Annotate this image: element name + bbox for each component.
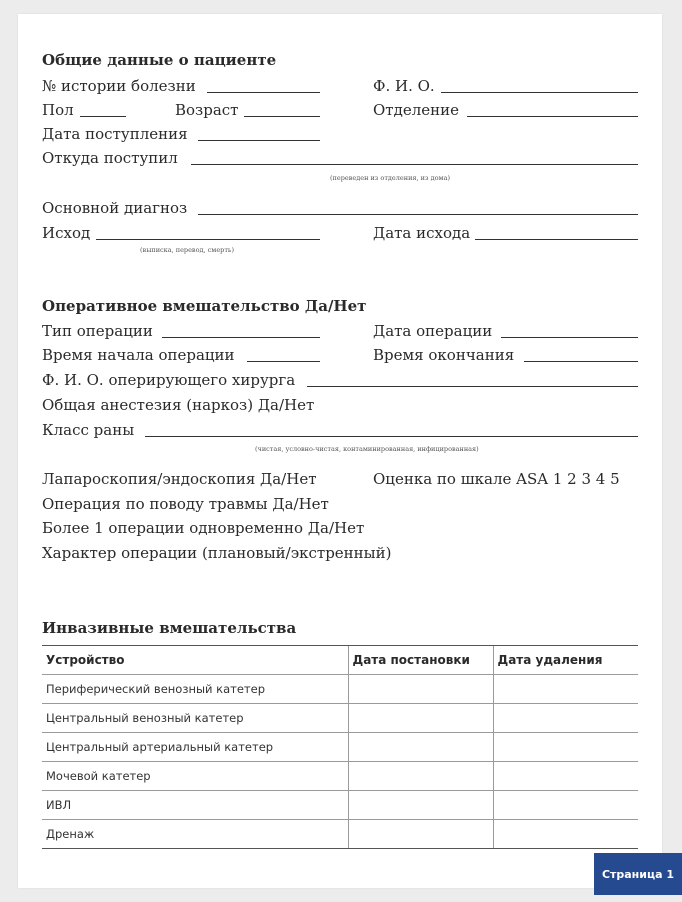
page-number-button[interactable] <box>594 853 682 895</box>
admission-date-field[interactable] <box>198 140 320 141</box>
history-no-label: № истории болезни <box>42 77 196 95</box>
insert-date-cell[interactable] <box>348 791 493 820</box>
came-from-hint: (переведен из отделения, из дома) <box>330 174 450 182</box>
remove-date-cell[interactable] <box>493 791 638 820</box>
header-insert-date: Дата постановки <box>348 646 493 675</box>
insert-date-cell[interactable] <box>348 733 493 762</box>
insert-date-cell[interactable] <box>348 820 493 849</box>
table-row <box>42 733 638 762</box>
section-title-operative: Оперативное вмешательство Да/Нет <box>42 297 367 315</box>
main-diagnosis-label: Основной диагноз <box>42 199 188 217</box>
device-name: Мочевой катетер <box>42 762 348 791</box>
device-name: ИВЛ <box>42 791 348 820</box>
age-label: Возраст <box>175 101 239 119</box>
came-from-label: Откуда поступил <box>42 149 178 167</box>
anesthesia-label: Общая анестезия (наркоз) Да/Нет <box>42 396 315 414</box>
end-time-label: Время окончания <box>373 346 515 364</box>
op-date-label: Дата операции <box>373 322 493 340</box>
outcome-date-field[interactable] <box>475 239 638 240</box>
wound-class-label: Класс раны <box>42 421 135 439</box>
table-row <box>42 820 638 849</box>
remove-date-cell[interactable] <box>493 762 638 791</box>
table-row <box>42 704 638 733</box>
op-type-label: Тип операции <box>42 322 153 340</box>
asa-label: Оценка по шкале ASA 1 2 3 4 5 <box>373 470 620 488</box>
table-row <box>42 762 638 791</box>
invasive-table <box>42 645 638 849</box>
history-no-field[interactable] <box>207 92 320 93</box>
laparoscopy-label: Лапароскопия/эндоскопия Да/Нет <box>42 470 317 488</box>
remove-date-cell[interactable] <box>493 675 638 704</box>
main-diagnosis-field[interactable] <box>198 214 638 215</box>
page-number-label: Страница 1 <box>601 867 675 881</box>
wound-class-hint: (чистая, условно-чистая, контаминированная, инфицированная) <box>255 445 479 453</box>
multiple-label: Более 1 операции одновременно Да/Нет <box>42 519 365 537</box>
department-field[interactable] <box>467 116 638 117</box>
op-type-field[interactable] <box>162 337 320 338</box>
device-name: Дренаж <box>42 820 348 849</box>
wound-class-field[interactable] <box>145 436 638 437</box>
start-time-field[interactable] <box>247 361 320 362</box>
outcome-label: Исход <box>42 224 91 242</box>
surgeon-field[interactable] <box>307 386 638 387</box>
header-device: Устройство <box>42 646 348 675</box>
outcome-date-label: Дата исхода <box>373 224 471 242</box>
table-header-row <box>42 646 638 675</box>
remove-date-cell[interactable] <box>493 733 638 762</box>
age-field[interactable] <box>244 116 320 117</box>
admission-date-label: Дата поступления <box>42 125 188 143</box>
character-label: Характер операции (плановый/экстренный) <box>42 544 392 562</box>
insert-date-cell[interactable] <box>348 675 493 704</box>
remove-date-cell[interactable] <box>493 820 638 849</box>
table-row <box>42 791 638 820</box>
op-date-field[interactable] <box>501 337 638 338</box>
section-title-general: Общие данные о пациенте <box>42 51 277 69</box>
came-from-field[interactable] <box>191 164 638 165</box>
trauma-label: Операция по поводу травмы Да/Нет <box>42 495 329 513</box>
remove-date-cell[interactable] <box>493 704 638 733</box>
device-name: Центральный венозный катетер <box>42 704 348 733</box>
end-time-field[interactable] <box>524 361 638 362</box>
header-remove-date: Дата удаления <box>493 646 638 675</box>
table-row <box>42 675 638 704</box>
insert-date-cell[interactable] <box>348 762 493 791</box>
department-label: Отделение <box>373 101 459 119</box>
sex-label: Пол <box>42 101 74 119</box>
fio-label: Ф. И. О. <box>373 77 435 95</box>
insert-date-cell[interactable] <box>348 704 493 733</box>
outcome-field[interactable] <box>96 239 320 240</box>
device-name: Центральный артериальный катетер <box>42 733 348 762</box>
surgeon-label: Ф. И. О. оперирующего хирурга <box>42 371 296 389</box>
device-name: Периферический венозный катетер <box>42 675 348 704</box>
outcome-hint: (выписка, перевод, смерть) <box>140 246 235 254</box>
sex-field[interactable] <box>80 116 126 117</box>
fio-field[interactable] <box>441 92 638 93</box>
section-title-invasive: Инвазивные вмешательства <box>42 619 297 637</box>
start-time-label: Время начала операции <box>42 346 235 364</box>
